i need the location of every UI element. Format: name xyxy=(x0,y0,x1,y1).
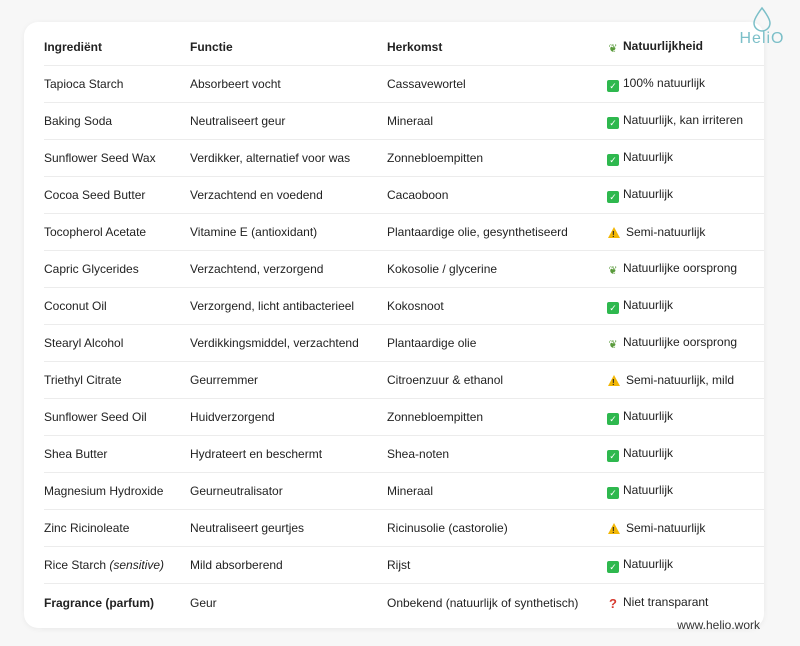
function-cell: Verzachtend, verzorgend xyxy=(190,262,324,276)
naturalness-cell xyxy=(607,335,764,351)
naturalness-label: Natuurlijk xyxy=(623,150,674,164)
ingredient-cell xyxy=(44,225,190,239)
table-row xyxy=(44,584,764,621)
check-icon: ✓ xyxy=(607,561,619,573)
origin-cell: Rijst xyxy=(387,558,411,572)
header-function: Functie xyxy=(190,40,233,54)
ingredient-name: Tocopherol Acetate xyxy=(44,225,147,239)
naturalness-cell xyxy=(607,261,764,277)
ingredient-name: Baking Soda xyxy=(44,114,113,128)
table-row xyxy=(44,214,764,251)
naturalness-cell xyxy=(607,409,764,425)
function-cell: Verdikker, alternatief voor was xyxy=(190,151,351,165)
naturalness-cell xyxy=(607,187,764,203)
ingredient-name: Cocoa Seed Butter xyxy=(44,188,146,202)
ingredient-cell xyxy=(44,521,190,535)
naturalness-label: Natuurlijk xyxy=(623,298,674,312)
origin-cell: Shea-noten xyxy=(387,447,450,461)
ingredient-cell xyxy=(44,262,190,276)
naturalness-cell xyxy=(607,521,764,535)
table-row xyxy=(44,547,764,584)
table-header xyxy=(44,29,764,66)
naturalness-label: Natuurlijk, kan irriteren xyxy=(623,113,744,127)
naturalness-cell xyxy=(607,373,764,387)
function-cell: Mild absorberend xyxy=(190,558,283,572)
naturalness-cell xyxy=(607,76,764,92)
ingredient-name: Fragrance (parfum) xyxy=(44,595,155,610)
ingredient-name: Rice Starch xyxy=(44,558,107,572)
ingredient-name: Capric Glycerides xyxy=(44,262,139,276)
warning-icon xyxy=(608,523,620,534)
droplet-icon xyxy=(751,6,773,32)
ingredient-name: Magnesium Hydroxide xyxy=(44,484,164,498)
function-cell: Huidverzorgend xyxy=(190,410,275,424)
ingredient-cell xyxy=(44,484,190,498)
origin-cell: Cassavewortel xyxy=(387,77,466,91)
table-row xyxy=(44,473,764,510)
leaf-icon: ❦ xyxy=(608,339,618,351)
ingredient-name: Sunflower Seed Wax xyxy=(44,151,156,165)
warning-icon xyxy=(608,375,620,386)
naturalness-label: Semi-natuurlijk, mild xyxy=(626,373,735,387)
naturalness-label: Natuurlijke oorsprong xyxy=(623,335,738,349)
table-row xyxy=(44,66,764,103)
ingredients-table xyxy=(44,29,764,621)
naturalness-cell xyxy=(607,298,764,314)
check-icon: ✓ xyxy=(607,191,619,203)
header-naturalness: ❦ Natuurlijkheid xyxy=(608,39,704,55)
ingredient-cell xyxy=(44,188,190,202)
function-cell: Geurremmer xyxy=(190,373,259,387)
naturalness-label: Semi-natuurlijk xyxy=(626,521,706,535)
origin-cell: Kokosnoot xyxy=(387,299,444,313)
naturalness-label: Natuurlijk xyxy=(623,409,674,423)
function-cell: Verdikkingsmiddel, verzachtend xyxy=(190,336,359,350)
ingredient-cell xyxy=(44,299,190,313)
ingredient-cell xyxy=(44,447,190,461)
ingredient-name: Sunflower Seed Oil xyxy=(44,410,147,424)
check-icon: ✓ xyxy=(607,302,619,314)
ingredient-name: Shea Butter xyxy=(44,447,108,461)
function-cell: Neutraliseert geurtjes xyxy=(190,521,305,535)
origin-cell: Onbekend (natuurlijk of synthetisch) xyxy=(387,595,579,610)
table-row xyxy=(44,288,764,325)
website-footer: www.helio.work xyxy=(677,618,760,632)
check-icon: ✓ xyxy=(607,154,619,166)
function-cell: Verzachtend en voedend xyxy=(190,188,323,202)
function-cell: Geur xyxy=(190,595,217,610)
check-icon: ✓ xyxy=(607,413,619,425)
ingredient-name: Coconut Oil xyxy=(44,299,107,313)
table-row xyxy=(44,140,764,177)
naturalness-cell xyxy=(607,595,764,610)
origin-cell: Ricinusolie (castorolie) xyxy=(387,521,508,535)
table-row xyxy=(44,103,764,140)
header-origin: Herkomst xyxy=(387,40,443,54)
naturalness-label: Natuurlijke oorsprong xyxy=(623,261,738,275)
function-cell: Absorbeert vocht xyxy=(190,77,281,91)
table-row xyxy=(44,251,764,288)
origin-cell: Zonnebloempitten xyxy=(387,151,484,165)
check-icon: ✓ xyxy=(607,80,619,92)
naturalness-label: 100% natuurlijk xyxy=(623,76,706,90)
naturalness-cell xyxy=(607,150,764,166)
function-cell: Geurneutralisator xyxy=(190,484,283,498)
origin-cell: Plantaardige olie xyxy=(387,336,477,350)
naturalness-label: Natuurlijk xyxy=(623,557,674,571)
leaf-icon: ❦ xyxy=(608,265,618,277)
origin-cell: Citroenzuur & ethanol xyxy=(387,373,504,387)
table-row xyxy=(44,325,764,362)
header-ingredient: Ingrediënt xyxy=(44,40,103,54)
ingredient-cell xyxy=(44,151,190,165)
function-cell: Hydrateert en beschermt xyxy=(190,447,323,461)
check-icon: ✓ xyxy=(607,487,619,499)
helio-logo xyxy=(734,6,790,56)
question-icon: ? xyxy=(609,596,617,611)
table-row xyxy=(44,436,764,473)
origin-cell: Zonnebloempitten xyxy=(387,410,484,424)
naturalness-label: Natuurlijk xyxy=(623,446,674,460)
naturalness-label: Natuurlijk xyxy=(623,187,674,201)
table-row xyxy=(44,510,764,547)
table-row xyxy=(44,362,764,399)
function-cell: Verzorgend, licht antibacterieel xyxy=(190,299,355,313)
table-body xyxy=(44,66,764,621)
ingredient-name: Stearyl Alcohol xyxy=(44,336,124,350)
naturalness-label: Natuurlijk xyxy=(623,483,674,497)
warning-icon xyxy=(608,227,620,238)
naturalness-label: Niet transparant xyxy=(623,595,709,609)
function-cell: Neutraliseert geur xyxy=(190,114,286,128)
ingredient-cell xyxy=(44,77,190,91)
ingredient-cell xyxy=(44,596,190,610)
naturalness-cell xyxy=(607,446,764,462)
ingredients-card xyxy=(24,22,764,628)
logo-text: HeliO xyxy=(739,30,785,47)
origin-cell: Mineraal xyxy=(387,114,434,128)
naturalness-cell xyxy=(607,483,764,499)
ingredient-name: Triethyl Citrate xyxy=(44,373,122,387)
naturalness-cell xyxy=(607,225,764,239)
check-icon: ✓ xyxy=(607,117,619,129)
function-cell: Vitamine E (antioxidant) xyxy=(190,225,318,239)
naturalness-label: Semi-natuurlijk xyxy=(626,225,706,239)
origin-cell: Plantaardige olie, gesynthetiseerd xyxy=(387,225,568,239)
ingredient-cell xyxy=(44,373,190,387)
ingredient-name: Zinc Ricinoleate xyxy=(44,521,130,535)
ingredient-cell xyxy=(44,114,190,128)
table-row xyxy=(44,399,764,436)
origin-cell: Mineraal xyxy=(387,484,434,498)
naturalness-cell xyxy=(607,113,764,129)
origin-cell: Kokosolie / glycerine xyxy=(387,262,498,276)
origin-cell: Cacaoboon xyxy=(387,188,449,202)
naturalness-cell xyxy=(607,557,764,573)
table-row xyxy=(44,177,764,214)
ingredient-cell xyxy=(44,410,190,424)
check-icon: ✓ xyxy=(607,450,619,462)
ingredient-name: Tapioca Starch xyxy=(44,77,124,91)
leaf-icon: ❦ xyxy=(608,43,618,55)
ingredient-cell xyxy=(44,558,190,572)
ingredient-cell xyxy=(44,336,190,350)
ingredient-note: (sensitive) xyxy=(109,558,165,572)
